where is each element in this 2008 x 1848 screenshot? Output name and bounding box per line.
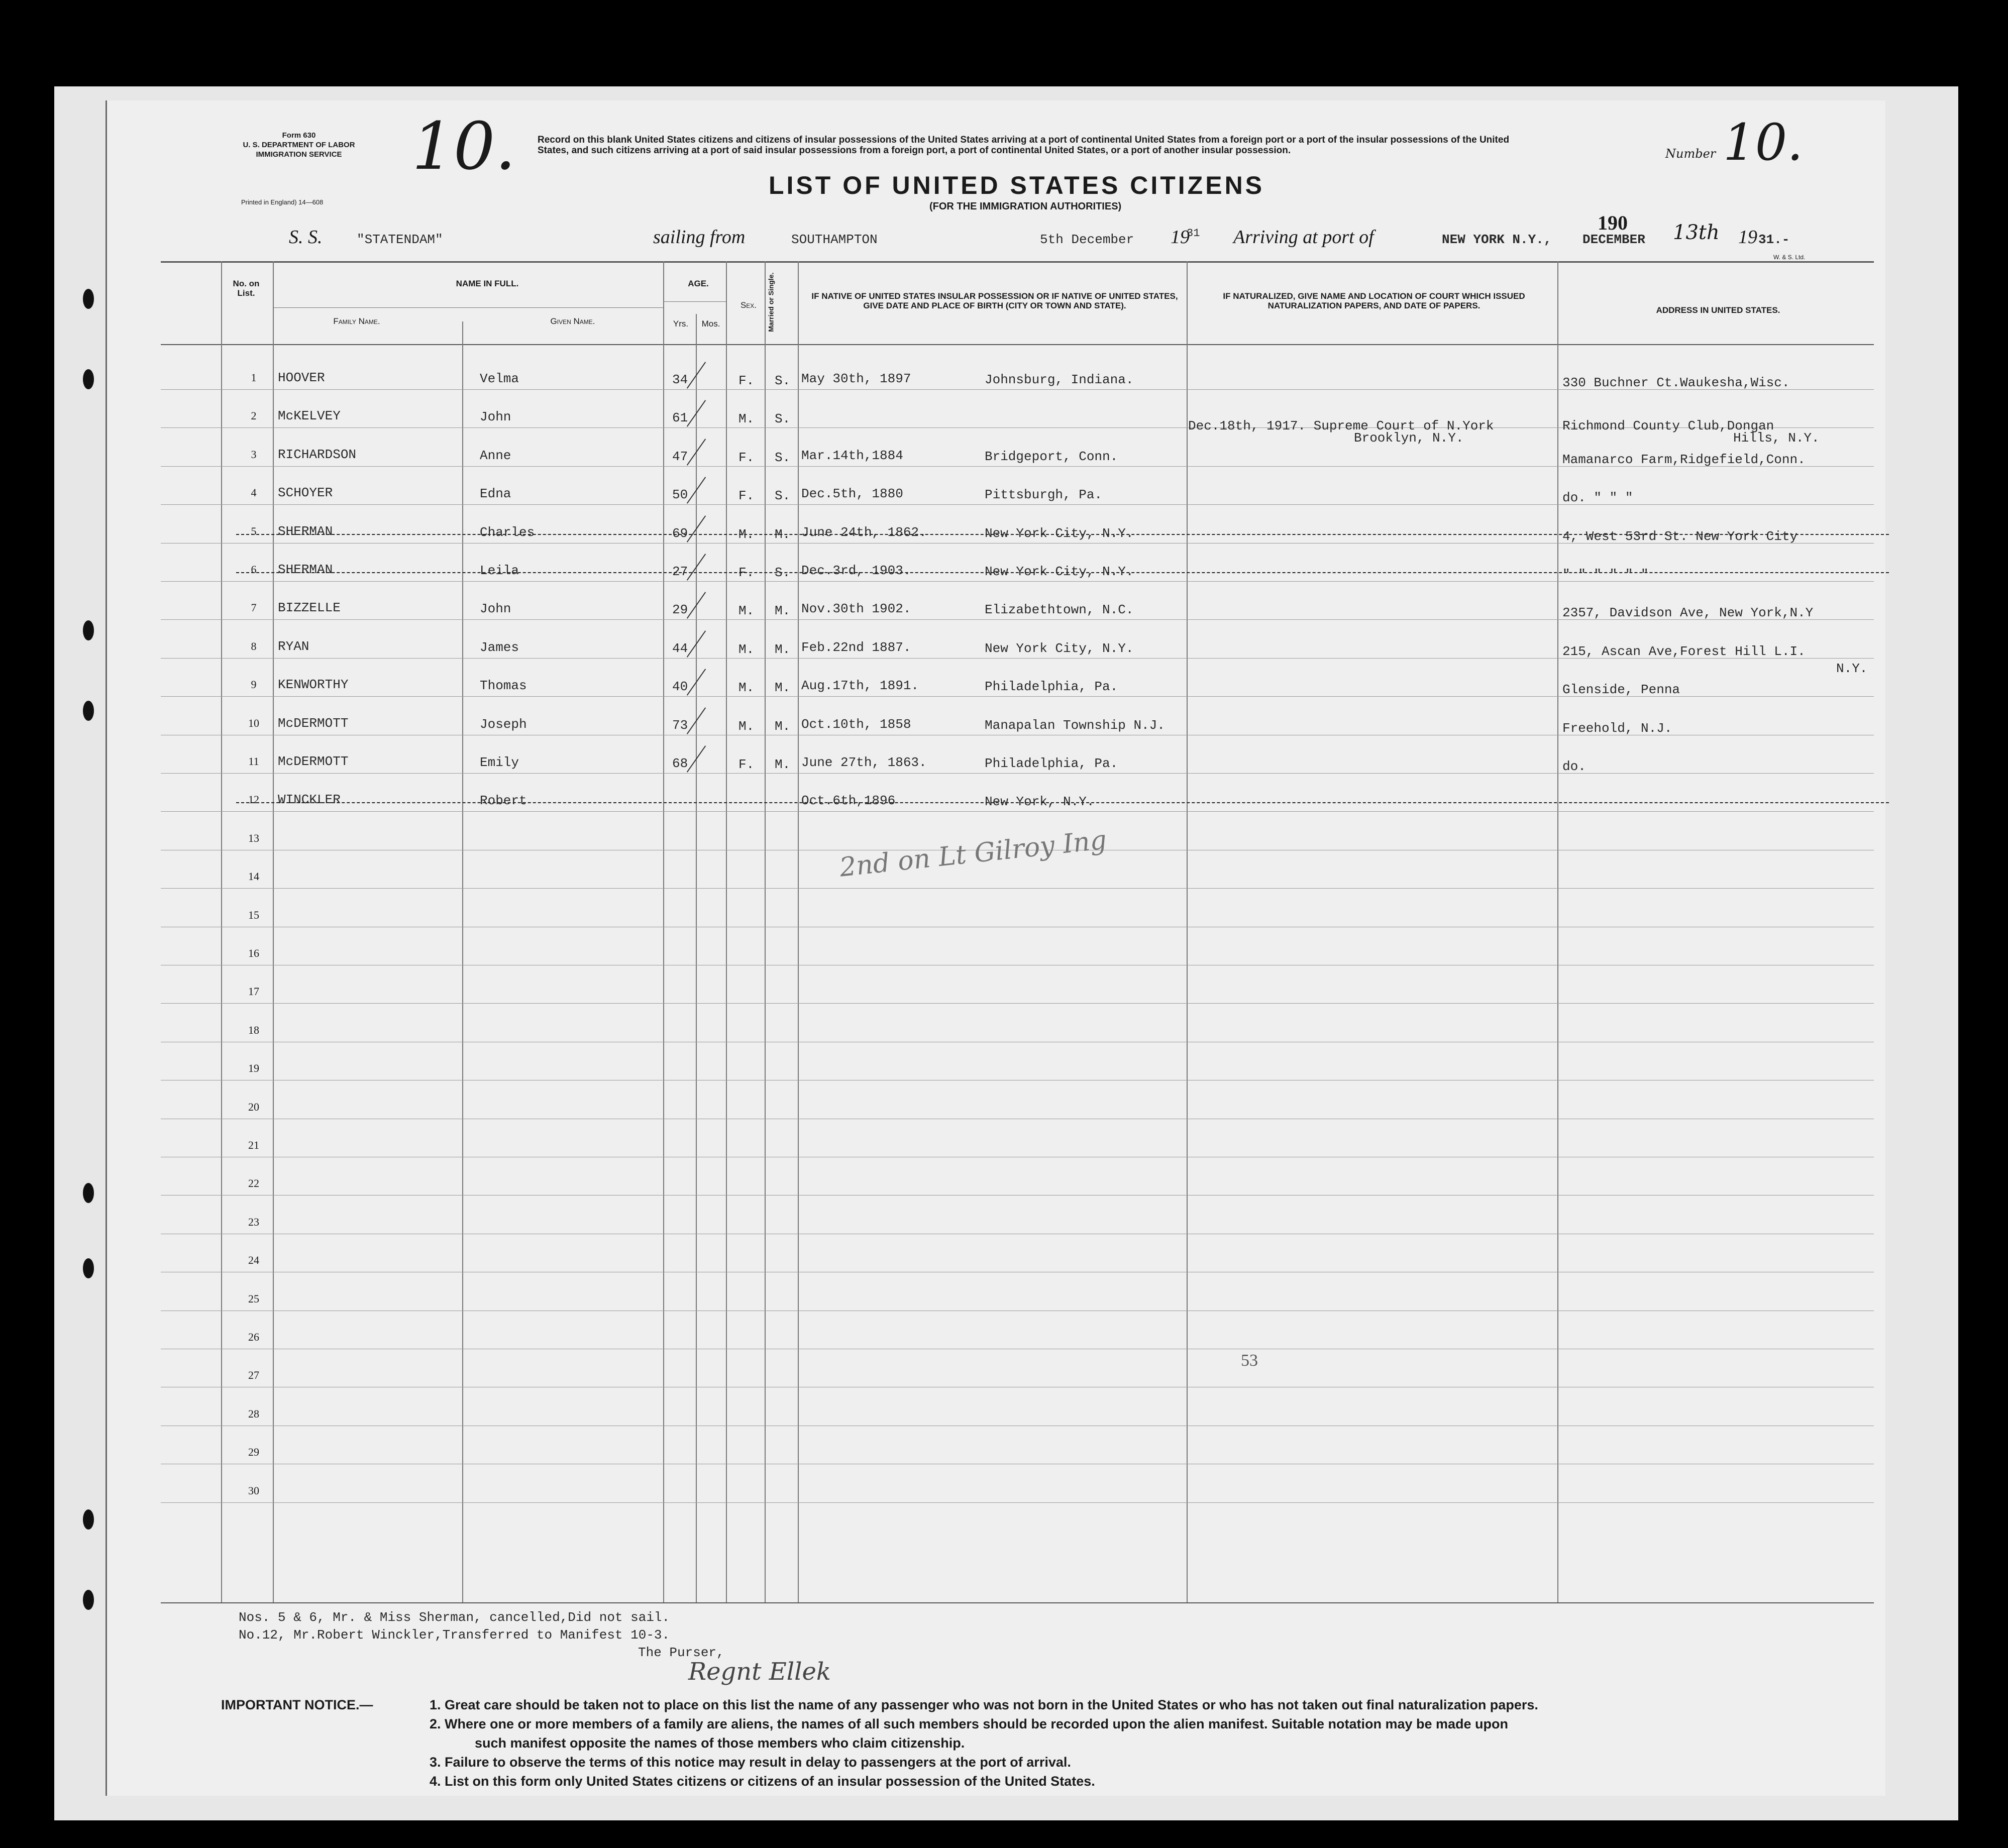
notice-1: 1. Great care should be taken not to place on this list the name of any passenger who was not born in the United States or who has not taken out final naturalization papers.: [430, 1697, 1538, 1712]
row-number: 25: [248, 1292, 259, 1305]
address: 2357, Davidson Ave, New York,N.Y: [1562, 605, 1814, 620]
handwritten-annotation: 2nd on Lt Gilroy Ing: [838, 825, 1108, 883]
marital-status: M.: [775, 527, 791, 542]
address-cont: Hills, N.Y.: [1733, 430, 1820, 446]
row-number: 3: [251, 448, 257, 461]
col-naturalized: IF NATURALIZED, GIVE NAME AND LOCATION OF COURT WHICH ISSUED NATURALIZATION PAPERS, AND DATE OF PAPERS.: [1223, 291, 1525, 310]
record-instructions: Record on this blank United States citizens and citizens of insular possessions of the United States arriving at a port of continental United States from a foreign port or a port of the insular possessions of the United States, and such citizens arriving at a port of said insular possessions from a foreign port, a port of continental United States, or a port of another insular possession.: [538, 135, 1510, 156]
given-name: Charles: [480, 525, 535, 540]
birth-place: New York City, N.Y.: [985, 641, 1134, 656]
address: do. " " ": [1562, 490, 1633, 505]
notice-list: [430, 1695, 1871, 1791]
address: Richmond County Club,Dongan: [1562, 418, 1774, 433]
naturalization: Dec.18th, 1917. Supreme Court of N.York: [1188, 418, 1494, 433]
row-number: 19: [248, 1062, 259, 1074]
arrival-year-prefix: 19: [1738, 227, 1757, 248]
footer-note-2: No.12, Mr.Robert Winckler,Transferred to Manifest 10-3.: [239, 1627, 670, 1643]
row-number: 18: [248, 1024, 259, 1036]
given-name: Thomas: [480, 678, 527, 693]
given-name: James: [480, 640, 519, 655]
arrival-year: 31.-: [1758, 232, 1790, 247]
row-number: 1: [251, 371, 257, 384]
col-married-single: Married or Single.: [767, 272, 775, 332]
row-number: 17: [248, 985, 259, 998]
marital-status: S.: [775, 373, 791, 388]
address: 4, West 53rd St. New York City: [1562, 529, 1798, 544]
address: Freehold, N.J.: [1562, 721, 1672, 736]
row-number: 24: [248, 1254, 259, 1266]
col-sex: Sex.: [740, 300, 757, 310]
given-name: John: [480, 601, 511, 616]
age-years: 44: [672, 641, 688, 656]
row-number: 8: [251, 640, 257, 653]
marital-status: M.: [775, 680, 791, 695]
col-no-on-list: No. on List.: [233, 279, 260, 298]
row-number: 2: [251, 409, 257, 422]
family-name: SCHOYER: [278, 485, 333, 500]
marital-status: M.: [775, 603, 791, 618]
row-number: 9: [251, 678, 257, 691]
ss-label: S. S.: [289, 227, 323, 248]
row-number: 26: [248, 1331, 259, 1343]
marital-status: M.: [775, 642, 791, 657]
row-number: 11: [248, 755, 259, 768]
row-number: 30: [248, 1484, 259, 1497]
given-name: Edna: [480, 486, 511, 501]
birth-date: Dec.3rd, 1903.: [801, 563, 911, 578]
strike-through: [236, 572, 1889, 573]
address: Mamanarco Farm,Ridgefield,Conn.: [1562, 452, 1806, 467]
family-name: SHERMAN: [278, 562, 333, 577]
sail-date: 5th December: [1040, 232, 1134, 247]
naturalization-cont: Brooklyn, N.Y.: [1354, 430, 1464, 446]
port-to: NEW YORK N.Y.,: [1442, 232, 1552, 247]
age-years: 47: [672, 449, 688, 464]
marital-status: S.: [775, 450, 791, 465]
family-name: RICHARDSON: [278, 447, 357, 462]
birth-place: New York City, N.Y.: [985, 526, 1134, 541]
row-number: 14: [248, 870, 259, 883]
col-address: ADDRESS IN UNITED STATES.: [1656, 305, 1780, 315]
notice-label: IMPORTANT NOTICE.—: [221, 1697, 373, 1712]
given-name: Velma: [480, 371, 519, 386]
col-family-name: Family Name.: [333, 316, 380, 326]
row-number: 10: [248, 717, 259, 729]
purser-label: The Purser,: [638, 1645, 724, 1660]
birth-date: Nov.30th 1902.: [801, 601, 911, 616]
col-age: AGE.: [688, 279, 709, 288]
sex: M.: [738, 411, 755, 426]
age-years: 50: [672, 487, 688, 502]
sex: M.: [738, 642, 755, 657]
marital-status: S.: [775, 488, 791, 503]
page-title: LIST OF UNITED STATES CITIZENS: [769, 171, 1265, 199]
printed-note: Printed in England) 14—608: [241, 198, 324, 206]
address: Glenside, Penna: [1562, 682, 1680, 697]
col-name-in-full: NAME IN FULL.: [456, 279, 519, 288]
birth-date: Feb.22nd 1887.: [801, 640, 911, 655]
row-number: 29: [248, 1446, 259, 1458]
col-native-birth: IF NATIVE OF UNITED STATES INSULAR POSSESSION OR IF NATIVE OF UNITED STATES, GIVE DATE AND PLACE OF BIRTH (CITY OR TOWN AND STATE).: [811, 291, 1178, 310]
marital-status: M.: [775, 719, 791, 734]
birth-date: Oct.10th, 1858: [801, 717, 911, 732]
sailing-label: sailing from: [653, 227, 746, 248]
birth-place: Elizabethtown, N.C.: [985, 602, 1134, 617]
birth-place: Johnsburg, Indiana.: [985, 372, 1134, 387]
given-name: Joseph: [480, 717, 527, 732]
col-yrs: Yrs.: [673, 319, 689, 329]
row-number: 6: [251, 563, 257, 576]
row-number: 23: [248, 1216, 259, 1228]
sex: M.: [738, 603, 755, 618]
row-number: 5: [251, 525, 257, 537]
year-prefix: 19: [1171, 227, 1190, 248]
sex: F.: [738, 450, 755, 465]
sex: F.: [738, 565, 755, 580]
arrival-month: DECEMBER: [1582, 232, 1645, 247]
address: do.: [1562, 759, 1586, 774]
table-header-rule: [161, 344, 1874, 345]
footer-note-1: Nos. 5 & 6, Mr. & Miss Sherman, cancelled,Did not sail.: [239, 1610, 670, 1625]
birth-date: Dec.5th, 1880: [801, 486, 903, 501]
family-name: McDERMOTT: [278, 716, 349, 731]
birth-date: Mar.14th,1884: [801, 448, 903, 463]
given-name: Emily: [480, 755, 519, 770]
age-years: 34: [672, 372, 688, 387]
age-years: 68: [672, 756, 688, 771]
address: " " " " " ": [1562, 567, 1649, 582]
family-name: WINCKLER: [278, 792, 341, 807]
sex: F.: [738, 757, 755, 772]
birth-place: New York, N.Y.: [985, 794, 1095, 809]
printer-mark: W. & S. Ltd.: [1773, 254, 1806, 261]
address-cont: N.Y.: [1836, 661, 1868, 676]
birth-date: June 24th, 1862.: [801, 525, 927, 540]
notice-2-cont: such manifest opposite the names of those members who claim citizenship.: [475, 1735, 965, 1751]
birth-place: Pittsburgh, Pa.: [985, 487, 1103, 502]
birth-date: May 30th, 1897: [801, 371, 911, 386]
port-from: SOUTHAMPTON: [791, 232, 878, 247]
row-number: 12: [248, 793, 259, 806]
strike-through: [236, 534, 1889, 535]
arrival-day: 13th: [1673, 221, 1720, 244]
birth-date: June 27th, 1863.: [801, 755, 927, 770]
printed-year: 190: [1598, 211, 1628, 234]
page-subtitle: (FOR THE IMMIGRATION AUTHORITIES): [929, 201, 1122, 212]
row-rule: [161, 773, 1874, 774]
given-name: John: [480, 409, 511, 424]
family-name: KENWORTHY: [278, 677, 349, 692]
row-number: 27: [248, 1369, 259, 1381]
notice-3: 3. Failure to observe the terms of this notice may result in delay to passengers at the port of arrival.: [430, 1755, 1071, 1770]
age-years: 61: [672, 410, 688, 425]
sex: F.: [738, 488, 755, 503]
sex: M.: [738, 527, 755, 542]
row-number: 13: [248, 832, 259, 844]
birth-place: New York City, N.Y.: [985, 564, 1134, 579]
birth-place: Philadelphia, Pa.: [985, 756, 1118, 771]
form-area: [105, 100, 1885, 1796]
marital-status: M.: [775, 757, 791, 772]
col-given-name: Given Name.: [550, 316, 595, 326]
birth-place: Manapalan Township N.J.: [985, 718, 1165, 733]
age-years: 27: [672, 564, 688, 579]
row-number: 20: [248, 1101, 259, 1113]
number-value: 10.: [1723, 113, 1804, 172]
table-top-rule: [161, 261, 1874, 263]
stamp-number: 53: [1241, 1351, 1258, 1370]
age-years: 73: [672, 718, 688, 733]
family-name: McDERMOTT: [278, 754, 349, 769]
purser-signature: Regnt Ellek: [688, 1658, 831, 1686]
given-name: Leila: [480, 563, 519, 578]
row-number: 4: [251, 486, 257, 499]
sex: M.: [738, 680, 755, 695]
family-name: RYAN: [278, 639, 309, 654]
arriving-label: Arriving at port of: [1233, 227, 1374, 248]
birth-place: Bridgeport, Conn.: [985, 449, 1118, 464]
address: 330 Buchner Ct.Waukesha,Wisc.: [1562, 375, 1790, 390]
row-rule: [161, 811, 1874, 812]
row-rule: [161, 1502, 1874, 1503]
marital-status: S.: [775, 411, 791, 426]
col-mos: Mos.: [701, 319, 720, 329]
notice-2: 2. Where one or more members of a family are aliens, the names of all such members should be recorded upon the alien manifest. Suitable notation may be made upon: [430, 1716, 1509, 1731]
address: 215, Ascan Ave,Forest Hill L.I.: [1562, 644, 1806, 659]
notice-4: 4. List on this form only United States citizens or citizens of an insular possession of the United States.: [430, 1774, 1095, 1789]
row-number: 28: [248, 1407, 259, 1420]
table-bottom-rule: [161, 1602, 1874, 1603]
strike-through: [236, 802, 1889, 803]
row-rule: [161, 1003, 1874, 1004]
form-number: Form 630: [282, 131, 316, 140]
list-number-handwritten: 10.: [412, 108, 516, 184]
ship-name: "STATENDAM": [357, 232, 443, 247]
row-number: 16: [248, 947, 259, 959]
family-name: HOOVER: [278, 370, 325, 385]
row-number: 15: [248, 909, 259, 921]
family-name: SHERMAN: [278, 524, 333, 539]
form-id-block: [241, 131, 357, 159]
birth-date: Aug.17th, 1891.: [801, 678, 919, 693]
service: IMMIGRATION SERVICE: [256, 150, 342, 159]
number-label: Number: [1665, 147, 1716, 161]
given-name: Robert: [480, 793, 527, 808]
row-number: 7: [251, 601, 257, 614]
family-name: McKELVEY: [278, 408, 341, 423]
given-name: Anne: [480, 448, 511, 463]
department: U. S. DEPARTMENT OF LABOR: [243, 141, 355, 149]
age-years: 29: [672, 602, 688, 617]
row-number: 22: [248, 1177, 259, 1189]
sex: F.: [738, 373, 755, 388]
sex: M.: [738, 719, 755, 734]
birth-place: Philadelphia, Pa.: [985, 679, 1118, 694]
birth-date: Oct.6th,1896: [801, 793, 896, 808]
family-name: BIZZELLE: [278, 600, 341, 615]
year-suffix: 31: [1187, 227, 1200, 240]
age-years: 69: [672, 526, 688, 541]
marital-status: S.: [775, 565, 791, 580]
row-rule: [161, 888, 1874, 889]
age-years: 40: [672, 679, 688, 694]
row-number: 21: [248, 1139, 259, 1151]
